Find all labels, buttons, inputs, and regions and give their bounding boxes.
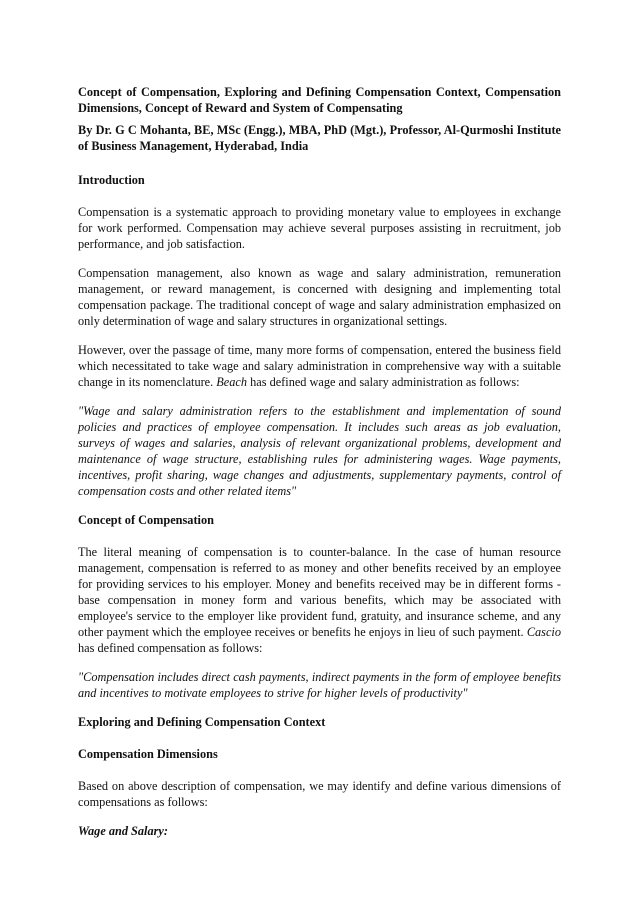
- document-page: [78, 84, 561, 839]
- heading-dimensions: Compensation Dimensions: [78, 747, 218, 761]
- heading-exploring: Exploring and Defining Compensation Context: [78, 715, 326, 729]
- document-title: Concept of Compensation, Exploring and Defining Compensation Context, Compensation Dimensions, Concept of Reward and System of Compensating: [78, 85, 561, 115]
- cascio-name: Cascio: [526, 625, 561, 639]
- beach-quote: "Wage and salary administration refers to the establishment and implementation of sound policies and practices of employee compensation. It includes such areas as job evaluation, surveys of wages and salaries, analysis of relevant organizational problems, development and maintenance of wage structure, establishing rules for administering wages. Wage payments, incentives, profit sharing, wage changes and adjustments, supplementary payments, control of compensation costs and other related items": [78, 404, 561, 498]
- intro-paragraph-3-text-a: However, over the passage of time, many more forms of compensation, entered the business field which necessitated to take wage and salary administration in comprehensive way with a suitable change in its nomenclature.: [78, 343, 561, 389]
- concept-paragraph-1-text-a: The literal meaning of compensation is to counter-balance. In the case of human resource management, compensation is referred to as money and other benefits received by an employee for providing services to his employer. Money and benefits received may be in different forms - base compensation in money form and various benefits, which may be associated with employee's service to the employer like provident fund, gratuity, and insurance scheme, and any other payment which the employee receives or benefits he enjoys in lieu of such payment.: [78, 545, 561, 639]
- intro-paragraph-3: [78, 342, 561, 390]
- dimensions-paragraph-1: Based on above description of compensation, we may identify and define various dimensions of compensations as follows:: [78, 779, 561, 809]
- author-line: By Dr. G C Mohanta, BE, MSc (Engg.), MBA, PhD (Mgt.), Professor, Al-Qurmoshi Institute of Business Management, Hyderabad, India: [78, 123, 561, 153]
- subheading-wage-salary: Wage and Salary:: [78, 824, 168, 838]
- intro-paragraph-1: Compensation is a systematic approach to providing monetary value to employees in exchange for work performed. Compensation may achieve several purposes assisting in recruitment, job performance, and job satisfaction.: [78, 205, 561, 251]
- heading-introduction: Introduction: [78, 173, 145, 187]
- beach-name: Beach: [216, 375, 248, 389]
- cascio-quote: "Compensation includes direct cash payments, indirect payments in the form of employee benefits and incentives to motivate employees to strive for higher levels of productivity": [78, 670, 561, 700]
- concept-paragraph-1-text-b: has defined compensation as follows:: [78, 641, 263, 655]
- heading-concept: Concept of Compensation: [78, 513, 214, 527]
- concept-paragraph-1: [78, 544, 561, 656]
- intro-paragraph-3-text-b: has defined wage and salary administration as follows:: [247, 375, 520, 389]
- intro-paragraph-2: Compensation management, also known as wage and salary administration, remuneration management, or reward management, is concerned with designing and implementing total compensation package. The traditional concept of wage and salary administration emphasized on only determination of wage and salary structures in organizational settings.: [78, 266, 561, 328]
